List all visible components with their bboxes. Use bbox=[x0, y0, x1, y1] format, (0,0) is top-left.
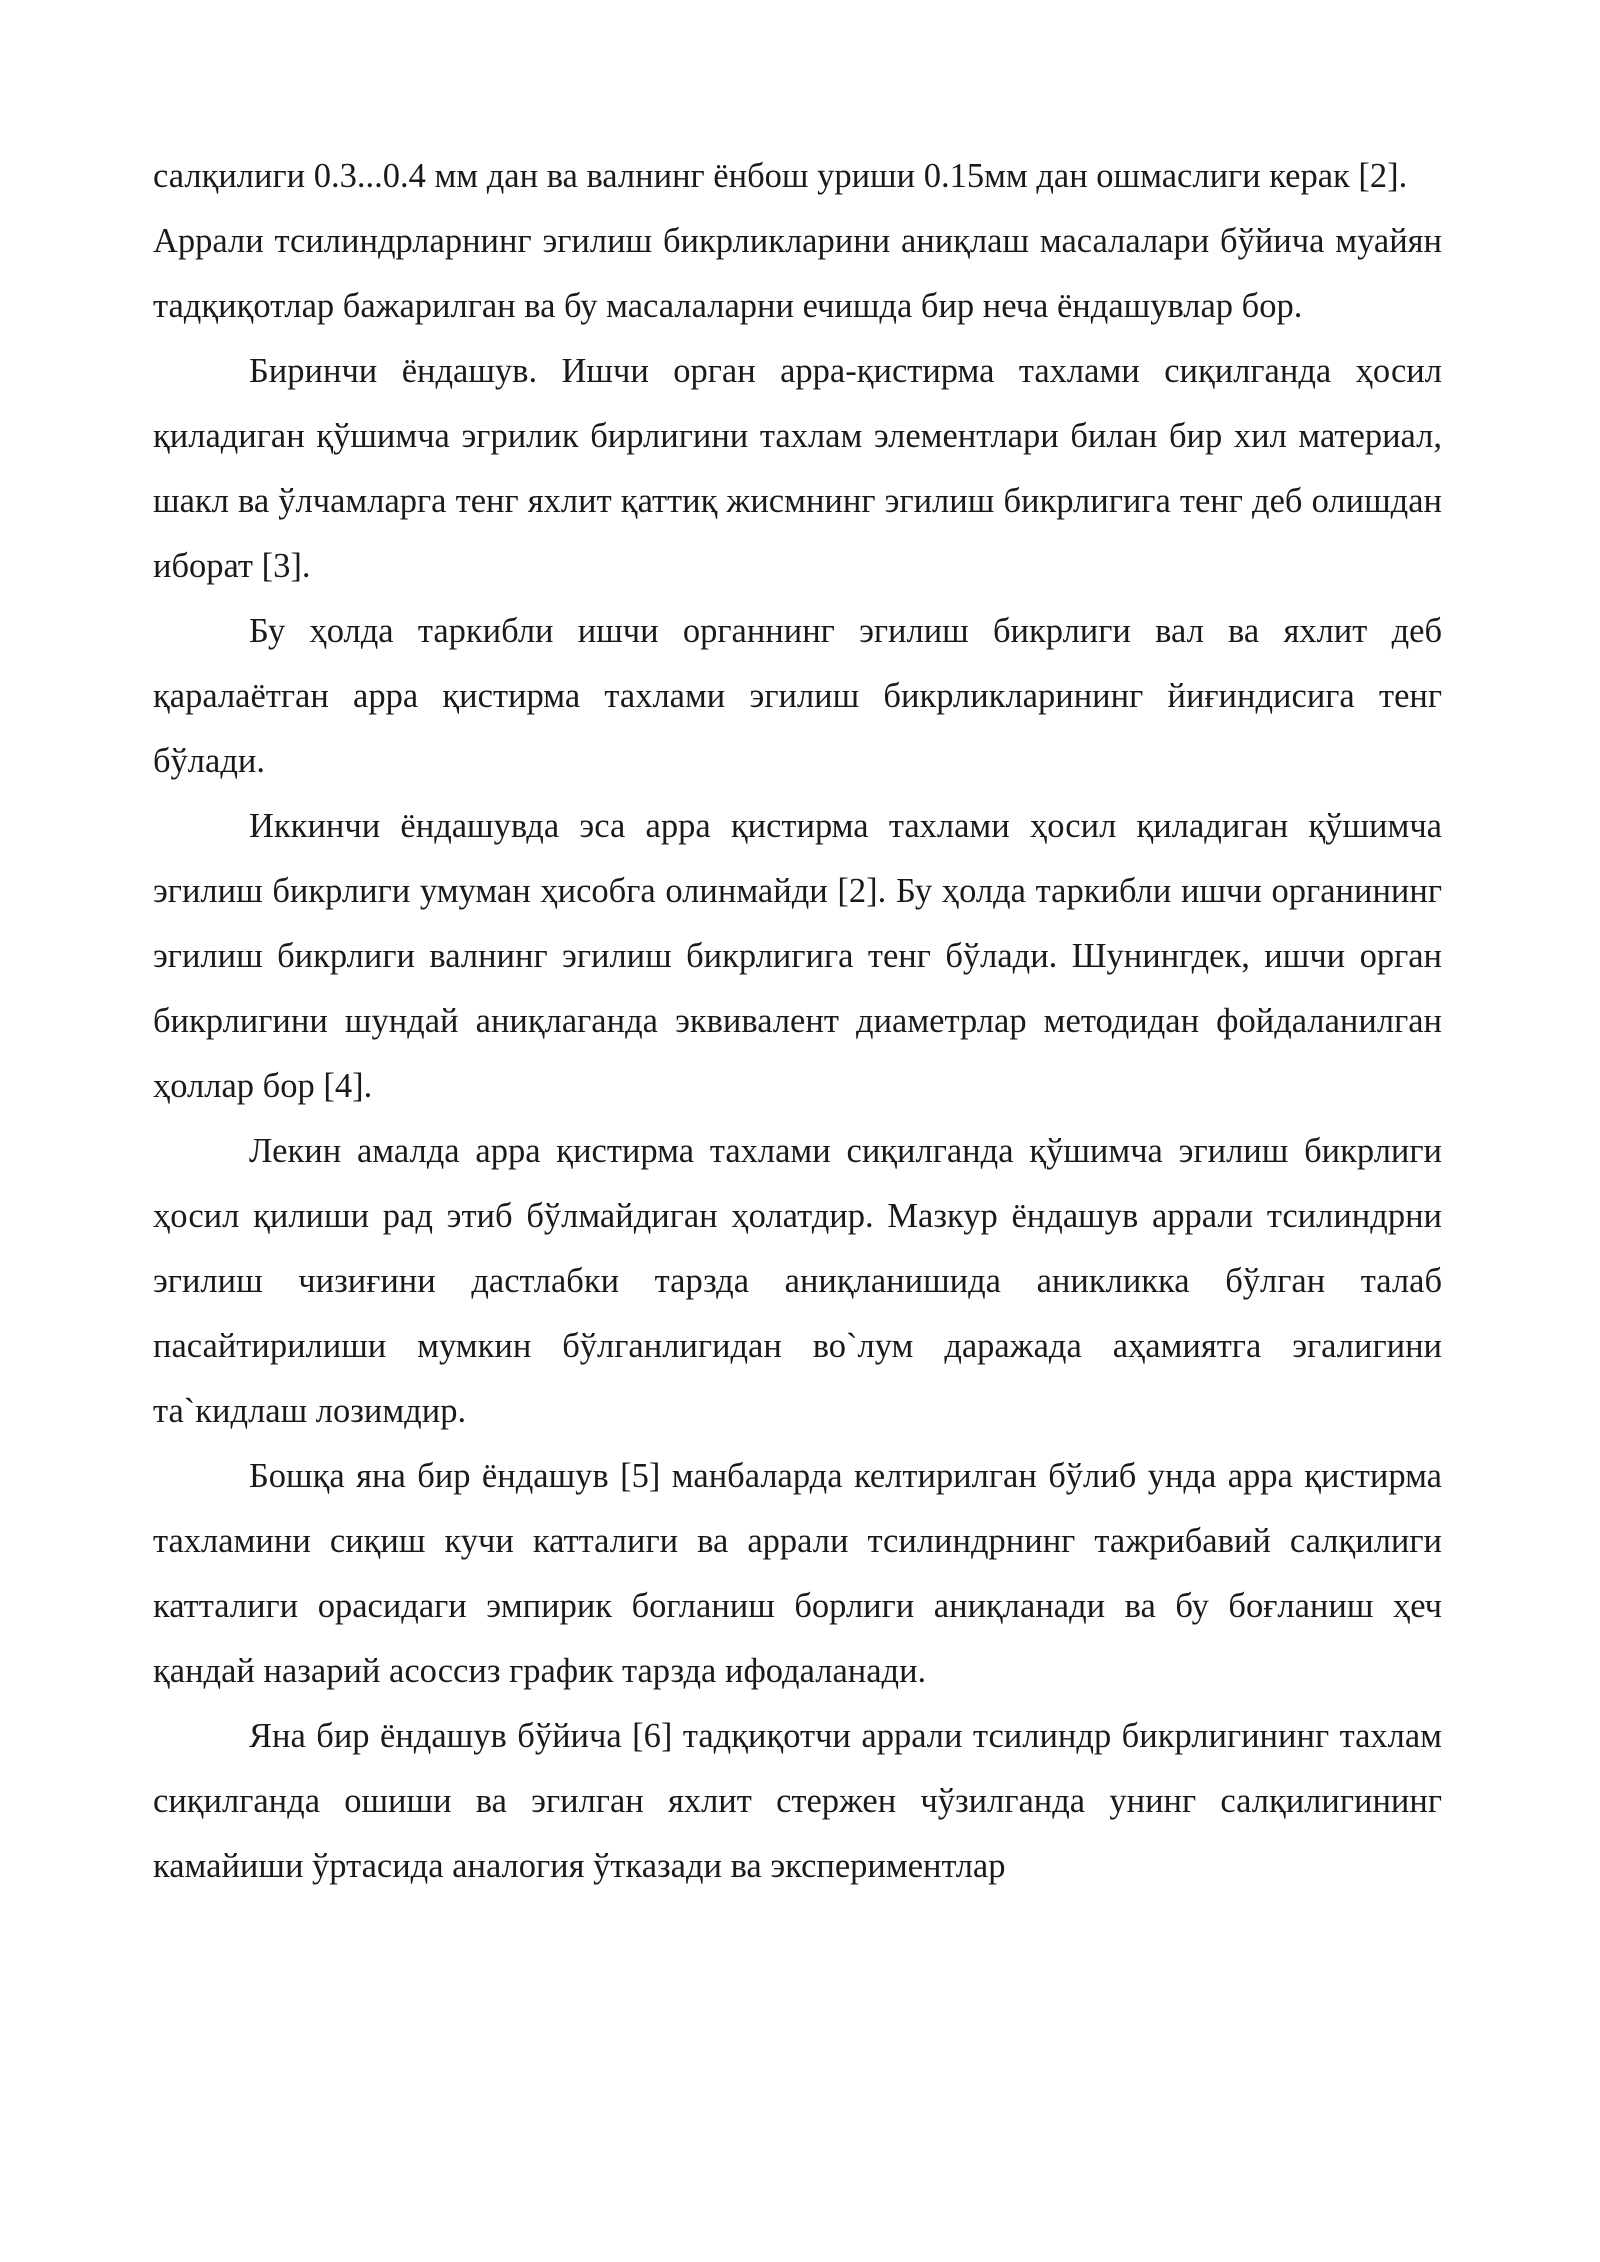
paragraph-first-approach: Биринчи ёндашув. Ишчи орган арра-қистирма тахлами сиқилганда ҳосил қиладиган қўшимча эгрилик бирлигини тахлам элементлари билан бир хил материал, шакл ва ўлчамларга тенг яхлит қаттиқ жисмнинг эгилиш бикрлигига тенг деб олишдан иборат [3]. bbox=[153, 352, 1442, 585]
document-page bbox=[153, 144, 1442, 1899]
paragraph-analogy-approach: Яна бир ёндашув бўйича [6] тадқиқотчи аррали тсилиндр бикрлигининг тахлам сиқилганда ошиши ва эгилган яхлит стержен чўзилганда унинг салқилигининг камайиши ўртасида аналогия ўтказади ва экспериментлар bbox=[153, 1717, 1442, 1885]
paragraph-empirical-approach: Бошқа яна бир ёндашув [5] манбаларда келтирилган бўлиб унда арра қистирма тахламини сиқиш кучи катталиги ва аррали тсилиндрнинг тажрибавий салқилиги катталиги орасидаги эмпирик богланиш борлиги аниқланади ва бу боғланиш ҳеч қандай назарий асоссиз график тарзда ифодаланади. bbox=[153, 1457, 1442, 1690]
paragraph-first-approach-result: Бу ҳолда таркибли ишчи органнинг эгилиш бикрлиги вал ва яхлит деб қаралаётган арра қистирма тахлами эгилиш бикрликларининг йиғиндисига тенг бўлади. bbox=[153, 612, 1442, 780]
paragraph-research-intro: Аррали тсилиндрларнинг эгилиш бикрликларини аниқлаш масалалари бўйича муайян тадқиқотлар бажарилган ва бу масалаларни ечишда бир неча ёндашувлар бор. bbox=[153, 222, 1442, 325]
paragraph-second-approach: Иккинчи ёндашувда эса арра қистирма тахлами ҳосил қиладиган қўшимча эгилиш бикрлиги умуман ҳисобга олинмайди [2]. Бу ҳолда таркибли ишчи органининг эгилиш бикрлиги валнинг эгилиш бикрлигига тенг бўлади. Шунингдек, ишчи орган бикрлигини шундай аниқлаганда эквивалент диаметрлар методидан фойдаланилган ҳоллар бор [4]. bbox=[153, 807, 1442, 1105]
paragraph-practice-note: Лекин амалда арра қистирма тахлами сиқилганда қўшимча эгилиш бикрлиги ҳосил қилиши рад этиб бўлмайдиган ҳолатдир. Мазкур ёндашув аррали тсилиндрни эгилиш чизиғини дастлабки тарзда аниқланишида аникликка бўлган талаб пасайтирилиши мумкин бўлганлигидан во`лум даражада аҳамиятга эгалигини та`кидлаш лозимдир. bbox=[153, 1132, 1442, 1430]
paragraph-continuation: салқилиги 0.3...0.4 мм дан ва валнинг ёнбош уриши 0.15мм дан ошмаслиги керак [2]. bbox=[153, 157, 1408, 195]
